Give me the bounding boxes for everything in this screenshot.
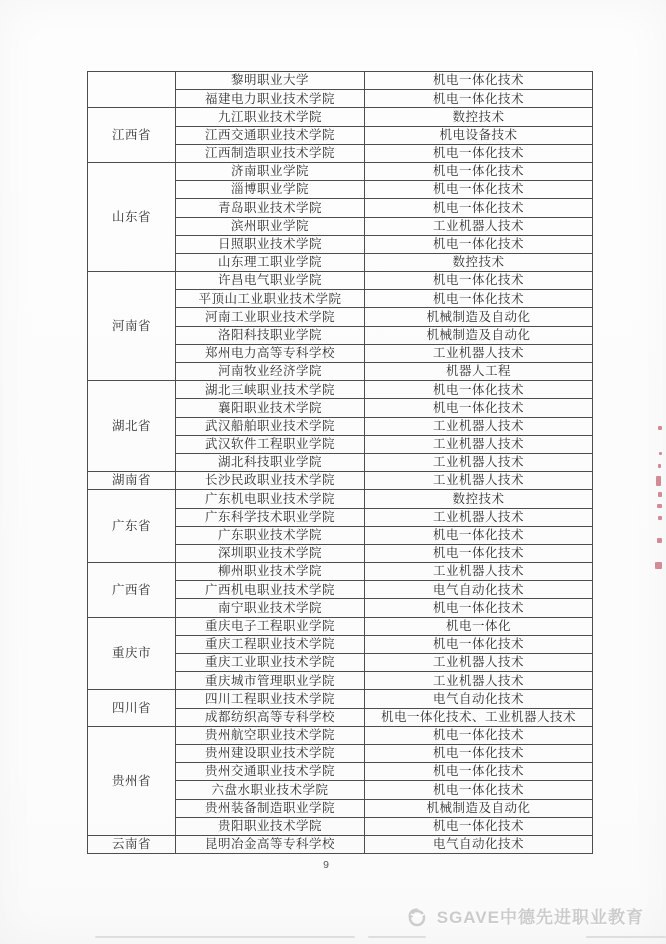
school-cell: 深圳职业技术学院 [176, 544, 365, 562]
school-cell: 重庆电子工程职业学院 [176, 617, 365, 635]
program-cell: 数控技术 [365, 490, 593, 508]
scan-artifact-line [95, 936, 355, 938]
table-row [88, 490, 593, 508]
school-cell: 长沙民政职业技术学院 [176, 472, 365, 490]
table-row [88, 472, 593, 490]
program-cell: 机电一体化技术 [365, 90, 593, 108]
table-row [88, 563, 593, 581]
province-cell: 广西省 [88, 563, 176, 618]
province-cell: 四川省 [88, 690, 176, 726]
program-cell: 机电一体化技术 [365, 235, 593, 253]
program-cell: 机电一体化技术 [365, 635, 593, 653]
page-number: 9 [323, 859, 329, 871]
table-row [88, 690, 593, 708]
program-cell: 机械制造及自动化 [365, 308, 593, 326]
program-cell: 机械制造及自动化 [365, 799, 593, 817]
school-cell: 贵州交通职业技术学院 [176, 763, 365, 781]
program-cell: 机电一体化技术 [365, 72, 593, 90]
school-cell: 郑州电力高等专科学校 [176, 344, 365, 362]
program-cell: 机电一体化 [365, 617, 593, 635]
table-row [88, 108, 593, 126]
program-cell: 电气自动化技术 [365, 690, 593, 708]
province-cell: 云南省 [88, 835, 176, 853]
red-ink-marks [652, 420, 664, 590]
program-cell: 机电一体化技术 [365, 526, 593, 544]
school-cell: 重庆工程职业技术学院 [176, 635, 365, 653]
program-cell: 机电一体化技术 [365, 399, 593, 417]
school-cell: 广西机电职业技术学院 [176, 581, 365, 599]
school-cell: 九江职业技术学院 [176, 108, 365, 126]
scan-artifact-line [586, 936, 666, 938]
program-cell: 机电一体化技术 [365, 144, 593, 162]
program-cell: 数控技术 [365, 108, 593, 126]
footer-brand-text: SGAVE中德先进职业教育 [436, 908, 644, 927]
program-cell: 工业机器人技术 [365, 654, 593, 672]
program-cell: 机电一体化技术 [365, 381, 593, 399]
table-body [88, 72, 593, 854]
province-cell: 江西省 [88, 108, 176, 163]
school-cell: 重庆工业职业技术学院 [176, 654, 365, 672]
program-cell: 机电一体化技术 [365, 744, 593, 762]
school-cell: 湖北三峡职业技术学院 [176, 381, 365, 399]
province-school-program-table [87, 71, 593, 854]
school-cell: 济南职业学院 [176, 162, 365, 180]
school-cell: 成都纺织高等专科学校 [176, 708, 365, 726]
program-cell: 电气自动化技术 [365, 835, 593, 853]
school-cell: 广东职业技术学院 [176, 526, 365, 544]
school-cell: 广东机电职业技术学院 [176, 490, 365, 508]
program-cell: 电气自动化技术 [365, 581, 593, 599]
program-cell: 机电一体化技术 [365, 272, 593, 290]
province-cell: 山东省 [88, 162, 176, 271]
table-row [88, 617, 593, 635]
program-cell: 工业机器人技术 [365, 563, 593, 581]
program-cell: 数控技术 [365, 253, 593, 271]
program-cell: 机电一体化技术 [365, 817, 593, 835]
table-row [88, 162, 593, 180]
province-cell: 重庆市 [88, 617, 176, 690]
school-cell: 黎明职业大学 [176, 72, 365, 90]
school-cell: 昆明冶金高等专科学校 [176, 835, 365, 853]
program-cell: 工业机器人技术 [365, 508, 593, 526]
scan-artifact-line [368, 936, 426, 938]
program-cell: 机械制造及自动化 [365, 326, 593, 344]
school-cell: 江西制造职业技术学院 [176, 144, 365, 162]
school-cell: 洛阳科技职业学院 [176, 326, 365, 344]
province-cell [88, 72, 176, 108]
school-cell: 河南工业职业技术学院 [176, 308, 365, 326]
program-cell: 机电一体化技术 [365, 599, 593, 617]
program-cell: 机电一体化技术、工业机器人技术 [365, 708, 593, 726]
program-cell: 工业机器人技术 [365, 417, 593, 435]
program-cell: 机电一体化技术 [365, 726, 593, 744]
school-cell: 贵阳职业技术学院 [176, 817, 365, 835]
program-cell: 机电一体化技术 [365, 544, 593, 562]
program-cell: 工业机器人技术 [365, 435, 593, 453]
school-cell: 滨州职业学院 [176, 217, 365, 235]
school-cell: 广东科学技术职业学院 [176, 508, 365, 526]
table-row [88, 726, 593, 744]
program-cell: 工业机器人技术 [365, 344, 593, 362]
school-cell: 许昌电气职业学院 [176, 272, 365, 290]
school-cell: 湖北科技职业学院 [176, 453, 365, 471]
school-cell: 四川工程职业技术学院 [176, 690, 365, 708]
school-cell: 山东理工职业学院 [176, 253, 365, 271]
province-cell: 湖南省 [88, 472, 176, 490]
program-cell: 机电一体化技术 [365, 763, 593, 781]
school-cell: 南宁职业技术学院 [176, 599, 365, 617]
school-cell: 江西交通职业技术学院 [176, 126, 365, 144]
program-cell: 机电一体化技术 [365, 162, 593, 180]
program-cell: 机电一体化技术 [365, 290, 593, 308]
school-cell: 六盘水职业技术学院 [176, 781, 365, 799]
school-cell: 贵州航空职业技术学院 [176, 726, 365, 744]
school-cell: 武汉软件工程职业学院 [176, 435, 365, 453]
province-cell: 湖北省 [88, 381, 176, 472]
program-cell: 机电一体化技术 [365, 781, 593, 799]
footer-brand [403, 903, 644, 928]
table-row [88, 381, 593, 399]
school-cell: 福建电力职业技术学院 [176, 90, 365, 108]
table-row [88, 72, 593, 90]
sgave-logo-icon [403, 904, 431, 928]
province-cell: 贵州省 [88, 726, 176, 835]
school-cell: 柳州职业技术学院 [176, 563, 365, 581]
table-row [88, 835, 593, 853]
table-row [88, 272, 593, 290]
school-cell: 武汉船舶职业技术学院 [176, 417, 365, 435]
province-cell: 广东省 [88, 490, 176, 563]
program-cell: 工业机器人技术 [365, 672, 593, 690]
program-cell: 工业机器人技术 [365, 453, 593, 471]
school-cell: 襄阳职业技术学院 [176, 399, 365, 417]
program-cell: 机器人工程 [365, 363, 593, 381]
school-cell: 重庆城市管理职业学院 [176, 672, 365, 690]
school-cell: 平顶山工业职业技术学院 [176, 290, 365, 308]
program-cell: 机电一体化技术 [365, 181, 593, 199]
province-cell: 河南省 [88, 272, 176, 381]
program-cell: 工业机器人技术 [365, 217, 593, 235]
school-cell: 日照职业技术学院 [176, 235, 365, 253]
school-cell: 淄博职业学院 [176, 181, 365, 199]
school-cell: 贵州建设职业技术学院 [176, 744, 365, 762]
school-cell: 河南牧业经济学院 [176, 363, 365, 381]
program-cell: 机电一体化技术 [365, 199, 593, 217]
program-cell: 机电设备技术 [365, 126, 593, 144]
program-cell: 工业机器人技术 [365, 472, 593, 490]
school-cell: 贵州装备制造职业学院 [176, 799, 365, 817]
school-cell: 青岛职业技术学院 [176, 199, 365, 217]
